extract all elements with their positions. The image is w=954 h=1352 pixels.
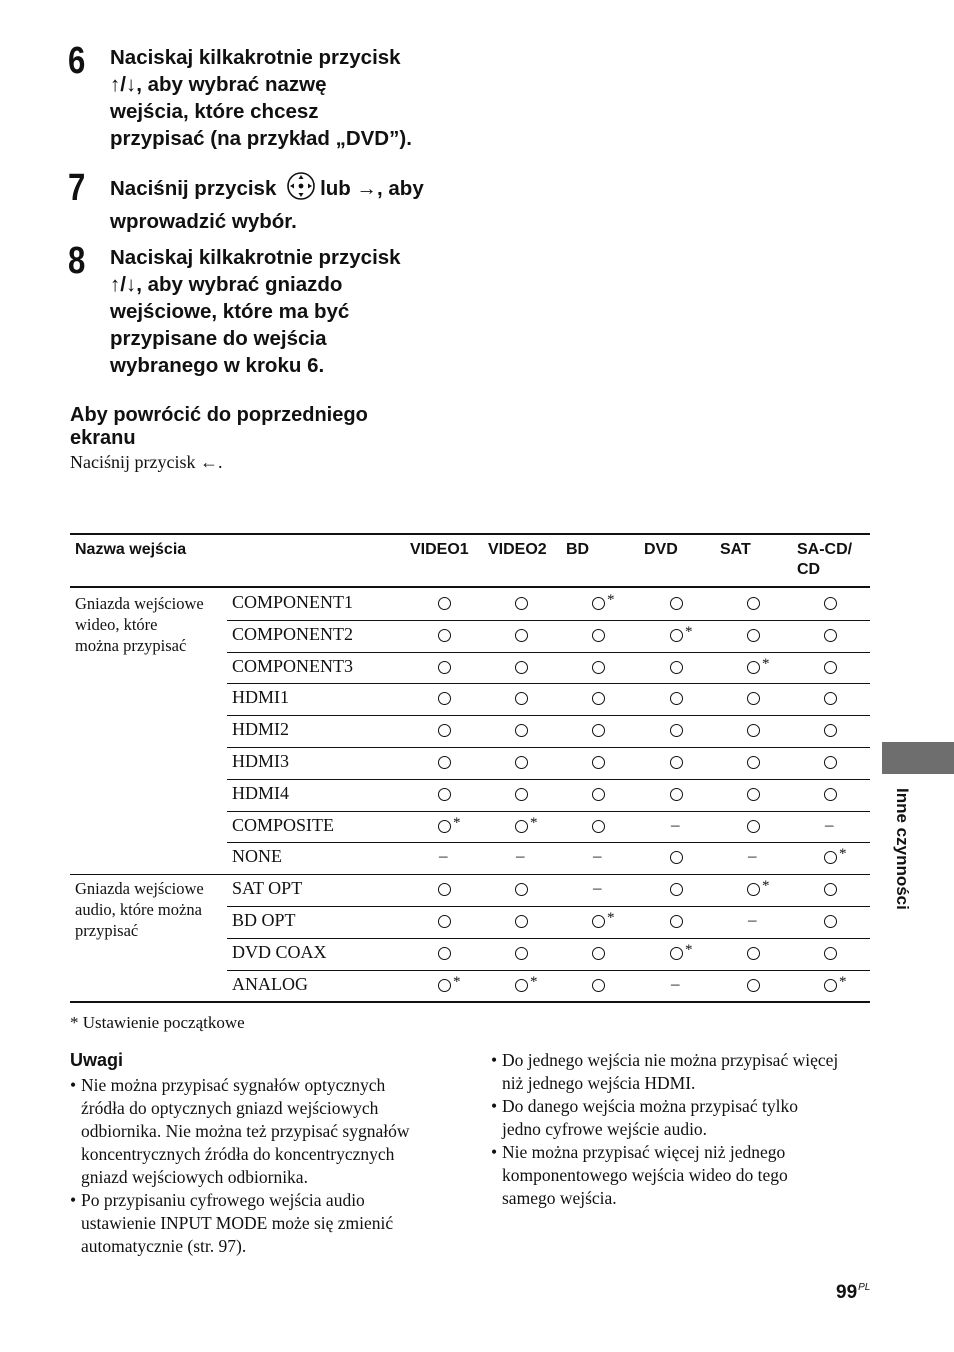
circle-icon: [824, 876, 854, 904]
circle-icon: [515, 685, 545, 713]
table-row: [70, 620, 870, 652]
note-item: [491, 1141, 881, 1210]
default-marker: *: [762, 655, 770, 672]
row-input-name: COMPONENT1: [232, 592, 354, 612]
not-assignable-cell: [438, 844, 508, 872]
table-row: [70, 652, 870, 684]
circle-icon: [438, 622, 468, 650]
table-row: [70, 811, 870, 843]
header-input-name: Nazwa wejścia: [75, 541, 187, 558]
note-line: • Do danego wejścia można przypisać tylko: [502, 1096, 798, 1116]
assignable-cell: [515, 908, 585, 936]
circle-icon: [438, 685, 468, 713]
row-input-name: COMPONENT2: [232, 623, 354, 644]
dash-mark: –: [671, 973, 680, 993]
note-line: komponentowego wejścia wideo do tego: [502, 1165, 788, 1185]
step-line: Naciskaj kilkakrotnie przycisk: [110, 46, 401, 69]
assignable-cell: [515, 876, 585, 904]
assignable-cell: [515, 622, 585, 650]
note-line: niż jednego wejścia HDMI.: [502, 1073, 696, 1093]
assignable-default-cell: [592, 908, 662, 936]
column-header-line: SAT: [720, 541, 751, 558]
circle-icon: [824, 717, 854, 745]
step-line: ↑/↓, aby wybrać nazwę: [110, 73, 327, 96]
circle-icon: [670, 908, 700, 936]
row-input-name: NONE: [232, 846, 282, 867]
column-header: [566, 540, 589, 560]
joystick-enter-icon: [286, 171, 316, 208]
column-header-line: CD: [797, 561, 821, 578]
table-row: [70, 938, 870, 970]
dash-mark: –: [516, 846, 525, 866]
section-tab-label: Inne czynności: [893, 788, 912, 910]
heading-line: ekranu: [70, 427, 136, 449]
row-input-name: HDMI2: [232, 719, 289, 740]
table-top-rule: [70, 533, 870, 535]
circle-icon: [515, 717, 545, 745]
assignable-cell: [747, 781, 817, 809]
assignable-cell: [824, 876, 894, 904]
default-marker: *: [453, 973, 461, 990]
assignable-cell: [747, 813, 817, 841]
circle-icon: [747, 622, 777, 650]
dash-mark: –: [593, 878, 602, 898]
circle-icon: [824, 590, 854, 618]
circle-icon: [592, 717, 622, 745]
circle-icon: [438, 908, 468, 936]
assignable-cell: [670, 876, 740, 904]
assignable-cell: [747, 622, 817, 650]
column-header-line: DVD: [644, 541, 678, 558]
assignable-cell: [747, 940, 817, 968]
default-marker: *: [530, 973, 538, 990]
assignable-cell: [592, 654, 662, 682]
row-input-name: BD OPT: [232, 910, 296, 930]
notes-right-column: [491, 1049, 881, 1210]
assignable-cell: [824, 908, 894, 936]
circle-icon: [592, 654, 622, 682]
row-input-name: ANALOG: [232, 973, 308, 994]
assignable-default-cell: [670, 940, 740, 968]
heading-line: Aby powrócić do poprzedniego: [70, 404, 368, 426]
circle-icon: [824, 940, 854, 968]
circle-icon: [438, 876, 468, 904]
notes-left-column: [70, 1074, 460, 1258]
circle-icon: [747, 749, 777, 777]
circle-icon: [438, 749, 468, 777]
circle-icon: [747, 781, 777, 809]
note-line: • Nie można przypisać sygnałów optycznych: [81, 1075, 386, 1095]
circle-icon: [592, 813, 622, 841]
column-header-line: SA-CD/: [797, 541, 853, 558]
assignable-cell: [592, 622, 662, 650]
note-line: odbiornika. Nie można też przypisać sygnałów: [81, 1121, 410, 1141]
group-label-line: wideo, które: [75, 615, 158, 634]
not-assignable-cell: [592, 844, 662, 872]
assignable-cell: [747, 972, 817, 1000]
assignable-cell: [515, 654, 585, 682]
circle-icon: [592, 781, 622, 809]
page-number: [836, 1282, 870, 1304]
group-label-line: Gniazda wejściowe: [75, 879, 204, 898]
step-line: wejściowe, które ma być: [110, 300, 350, 323]
assignable-cell: [592, 685, 662, 713]
assignable-cell: [592, 781, 662, 809]
row-input-name: COMPONENT3: [232, 655, 354, 676]
assignable-cell: [592, 940, 662, 968]
circle-icon: [670, 781, 700, 809]
assignable-cell: [592, 972, 662, 1000]
assignable-cell: [824, 654, 894, 682]
default-marker: *: [839, 846, 847, 863]
assignable-default-cell: [670, 622, 740, 650]
assignable-cell: [670, 781, 740, 809]
table-row: [70, 779, 870, 811]
assignable-default-cell: [824, 972, 894, 1000]
default-marker: *: [685, 623, 693, 640]
circle-icon: [670, 685, 700, 713]
circle-icon: [670, 590, 700, 618]
row-input-name: SAT OPT: [232, 878, 303, 899]
step-line: [110, 171, 470, 208]
dash-mark: –: [748, 910, 757, 929]
table-row: [70, 906, 870, 938]
not-assignable-cell: [592, 876, 662, 904]
assignable-cell: [670, 844, 740, 872]
circle-icon: [515, 781, 545, 809]
note-item: [70, 1189, 460, 1258]
assignable-cell: [670, 590, 740, 618]
assignable-cell: [670, 685, 740, 713]
assignable-default-cell: [515, 972, 585, 1000]
circle-icon: [747, 972, 777, 1000]
table-footnote: * Ustawienie początkowe: [70, 1013, 245, 1032]
assignable-default-cell: [515, 813, 585, 841]
circle-icon: [670, 876, 700, 904]
assignable-cell: [438, 908, 508, 936]
step-line: wejścia, które chcesz: [110, 100, 319, 123]
assignable-cell: [747, 749, 817, 777]
circle-icon: [438, 940, 468, 968]
group-label-line: audio, które można: [75, 900, 202, 919]
notes-title: Uwagi: [70, 1050, 124, 1070]
assignable-cell: [515, 717, 585, 745]
assignable-default-cell: [438, 972, 508, 1000]
column-header: [644, 540, 678, 560]
circle-icon: [747, 813, 777, 841]
note-item: [70, 1074, 460, 1189]
circle-icon: [515, 622, 545, 650]
circle-icon: [592, 940, 622, 968]
circle-icon: [747, 685, 777, 713]
circle-icon: [670, 844, 700, 872]
step-number: 6: [68, 40, 86, 82]
note-line: samego wejścia.: [502, 1188, 617, 1208]
note-line: automatycznie (str. 97).: [81, 1236, 247, 1256]
assignable-cell: [592, 749, 662, 777]
assignable-cell: [824, 781, 894, 809]
table-row: [70, 588, 870, 620]
column-header: [720, 540, 751, 560]
circle-icon: [824, 685, 854, 713]
assignable-default-cell: [438, 813, 508, 841]
row-input-name: HDMI3: [232, 751, 289, 771]
circle-icon: [515, 908, 545, 936]
column-header-line: BD: [566, 541, 590, 558]
circle-icon: [592, 749, 622, 777]
circle-icon: [592, 622, 622, 650]
circle-icon: [670, 749, 700, 777]
column-header: [488, 540, 547, 560]
step-line: wybranego w kroku 6.: [110, 354, 325, 377]
circle-icon: [515, 940, 545, 968]
step-line: wprowadzić wybór.: [110, 210, 297, 233]
assignable-cell: [515, 781, 585, 809]
not-assignable-cell: [670, 813, 740, 841]
table-row: [70, 683, 870, 715]
step-text: [110, 44, 470, 152]
table-row: [70, 970, 870, 1002]
step-text: [110, 244, 470, 379]
assignable-default-cell: [747, 654, 817, 682]
circle-icon: [670, 717, 700, 745]
assignable-cell: [824, 622, 894, 650]
return-instruction: Naciśnij przycisk ←.: [70, 452, 223, 472]
table-row: [70, 715, 870, 747]
assignable-cell: [824, 685, 894, 713]
assignable-cell: [747, 685, 817, 713]
row-input-name: HDMI1: [232, 687, 289, 708]
not-assignable-cell: [747, 908, 817, 936]
assignable-cell: [515, 590, 585, 618]
assignable-cell: [515, 940, 585, 968]
circle-icon: [592, 685, 622, 713]
assignable-cell: [747, 717, 817, 745]
assignable-cell: [670, 654, 740, 682]
assignable-cell: [438, 654, 508, 682]
circle-icon: [824, 908, 854, 936]
circle-icon: [515, 654, 545, 682]
dash-mark: –: [671, 814, 680, 834]
step-line: ↑/↓, aby wybrać gniazdo: [110, 273, 343, 296]
assignable-cell: [592, 717, 662, 745]
circle-icon: [824, 781, 854, 809]
not-assignable-cell: [670, 972, 740, 1000]
assignable-cell: [438, 876, 508, 904]
row-input-name: COMPOSITE: [232, 814, 335, 835]
step-line: przypisane do wejścia: [110, 327, 327, 350]
not-assignable-cell: [747, 844, 817, 872]
assignable-cell: [592, 813, 662, 841]
default-marker: *: [685, 941, 693, 958]
step-line: przypisać (na przykład „DVD”).: [110, 127, 412, 150]
circle-icon: [438, 590, 468, 618]
dash-mark: –: [439, 846, 448, 866]
assignable-default-cell: [592, 590, 662, 618]
circle-icon: [824, 749, 854, 777]
assignable-cell: [824, 590, 894, 618]
table-row: [70, 874, 870, 906]
default-marker: *: [762, 878, 770, 895]
circle-icon: [592, 972, 622, 1000]
default-marker: *: [530, 814, 538, 831]
note-line: jedno cyfrowe wejście audio.: [502, 1119, 708, 1139]
dash-mark: –: [748, 846, 757, 866]
column-header: [410, 540, 469, 560]
dash-mark: –: [593, 846, 602, 866]
step-line-part: Naciśnij przycisk: [110, 177, 277, 200]
default-marker: *: [607, 910, 615, 926]
assignable-cell: [747, 590, 817, 618]
circle-icon: [747, 717, 777, 745]
assignable-cell: [824, 940, 894, 968]
note-item: [491, 1049, 881, 1095]
note-line: koncentrycznych źródła do koncentrycznych: [81, 1144, 395, 1164]
column-header-line: VIDEO1: [410, 541, 469, 558]
note-line: • Nie można przypisać więcej niż jednego: [502, 1142, 786, 1162]
dash-mark: –: [825, 814, 834, 834]
circle-icon: [438, 654, 468, 682]
circle-icon: [438, 717, 468, 745]
default-marker: *: [839, 973, 847, 990]
circle-icon: [747, 590, 777, 618]
step-text: [110, 171, 470, 235]
return-heading: [70, 404, 450, 450]
assignable-cell: [438, 940, 508, 968]
circle-icon: [515, 749, 545, 777]
circle-icon: [515, 590, 545, 618]
group-label-line: przypisać: [75, 921, 139, 940]
step-line: Naciskaj kilkakrotnie przycisk: [110, 246, 401, 269]
section-tab: [882, 742, 954, 774]
assignable-cell: [670, 749, 740, 777]
circle-icon: [824, 654, 854, 682]
assignable-cell: [515, 749, 585, 777]
assignable-cell: [824, 717, 894, 745]
step-number: 7: [68, 167, 86, 209]
default-marker: *: [453, 814, 461, 831]
note-line: gniazd wejściowych odbiornika.: [81, 1167, 308, 1187]
assignable-cell: [438, 717, 508, 745]
assignable-cell: [515, 685, 585, 713]
circle-icon: [747, 940, 777, 968]
group-label-line: Gniazda wejściowe: [75, 594, 204, 613]
note-line: źródła do optycznych gniazd wejściowych: [81, 1098, 379, 1118]
note-line: • Po przypisaniu cyfrowego wejścia audio: [81, 1190, 365, 1210]
assignable-cell: [438, 590, 508, 618]
assignable-cell: [438, 685, 508, 713]
column-header-line: VIDEO2: [488, 541, 547, 558]
column-header: [797, 540, 852, 580]
note-line: • Do jednego wejścia nie można przypisać więcej: [502, 1050, 839, 1070]
note-line: ustawienie INPUT MODE może się zmienić: [81, 1213, 394, 1233]
table-row: [70, 842, 870, 874]
row-input-name: DVD COAX: [232, 941, 327, 962]
table-row: [70, 747, 870, 779]
row-input-name: HDMI4: [232, 782, 289, 803]
table-bottom-rule: [70, 1001, 870, 1003]
assignable-cell: [670, 717, 740, 745]
group-label-line: można przypisać: [75, 636, 187, 655]
default-marker: *: [607, 592, 615, 608]
step-number: 8: [68, 240, 86, 282]
note-item: [491, 1095, 881, 1141]
assignable-cell: [670, 908, 740, 936]
circle-icon: [824, 622, 854, 650]
assignable-cell: [438, 749, 508, 777]
assignable-default-cell: [824, 844, 894, 872]
not-assignable-cell: [515, 844, 585, 872]
assignable-default-cell: [747, 876, 817, 904]
circle-icon: [515, 876, 545, 904]
assignable-cell: [438, 622, 508, 650]
circle-icon: [670, 654, 700, 682]
page-language-suffix: PL: [858, 1282, 871, 1293]
not-assignable-cell: [824, 813, 894, 841]
assignable-cell: [438, 781, 508, 809]
page-number-value: 99: [836, 1282, 858, 1303]
step-line-part: lub →, aby: [320, 177, 424, 200]
circle-icon: [438, 781, 468, 809]
